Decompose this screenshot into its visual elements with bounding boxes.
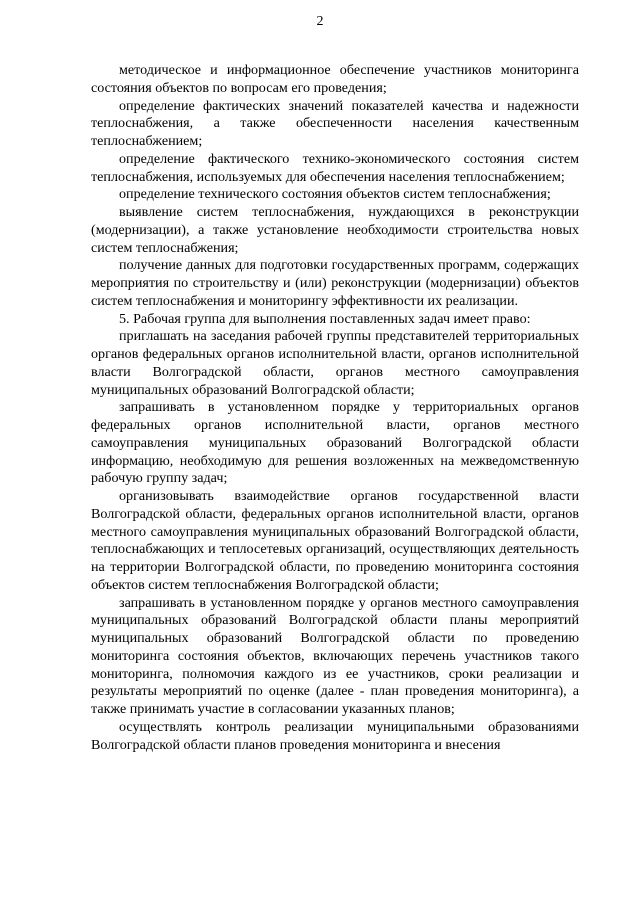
page-number: 2 xyxy=(316,14,324,29)
paragraph-invite-representatives: приглашать на заседания рабочей группы представителей территориальных органов федеральных органов исполнительной власти, органов исполнительной власти Волгоградской области, органов местного самоуправления муниципальных образований Волгоградской области; xyxy=(91,328,579,398)
document-body xyxy=(91,62,579,754)
paragraph-control-implementation: осуществлять контроль реализации муниципальными образованиями Волгоградской области планов проведения мониторинга и внесения xyxy=(91,718,579,753)
paragraph-request-plans: запрашивать в установленном порядке у органов местного самоуправления муниципальных образований Волгоградской области планы мероприятий муниципальных образований Волгоградской области по проведению мониторинга состояния объектов, включающих перечень участников такого мониторинга, полномочия каждого из ее участников, сроки реализации и результаты мероприятий по оценке (далее - план проведения мониторинга), а также принимать участие в согласовании указанных планов; xyxy=(91,594,579,717)
paragraph-reconstruction-needs: выявление систем теплоснабжения, нуждающихся в реконструкции (модернизации), а также установление необходимости строительства новых систем теплоснабжения; xyxy=(91,204,579,256)
paragraph-technical-state: определение технического состояния объектов систем теплоснабжения; xyxy=(119,186,551,203)
paragraph-quality-reliability: определение фактических значений показателей качества и надежности теплоснабжения, а также обеспеченности населения качественным теплоснабжением; xyxy=(91,97,579,149)
paragraph-request-information: запрашивать в установленном порядке у территориальных органов федеральных органов исполнительной власти, органов местного самоуправления муниципальных образований Волгоградской области информацию, необходимую для решения возложенных на межведомственную рабочую группу задач; xyxy=(91,399,579,487)
paragraph-organize-interaction: организовывать взаимодействие органов государственной власти Волгоградской области, федеральных органов исполнительной власти, органов местного самоуправления муниципальных образований Волгоградской области, теплоснабжающих и теплосетевых организаций, осуществляющих деятельность на территории Волгоградской области, по проведению мониторинга состояния объектов систем теплоснабжения Волгоградской области; xyxy=(91,488,579,593)
paragraph-section-5-heading: 5. Рабочая группа для выполнения поставленных задач имеет право: xyxy=(119,310,531,327)
paragraph-technical-economic-state: определение фактического технико-экономического состояния систем теплоснабжения, используемых для обеспечения населения теплоснабжением; xyxy=(91,150,579,185)
paragraph-state-programs-data: получение данных для подготовки государственных программ, содержащих мероприятия по строительству и (или) реконструкции (модернизации) объектов систем теплоснабжения и мониторингу эффективности их реализации. xyxy=(91,257,579,309)
paragraph-methodical-support: методическое и информационное обеспечение участников мониторинга состояния объектов по вопросам его проведения; xyxy=(91,62,579,96)
